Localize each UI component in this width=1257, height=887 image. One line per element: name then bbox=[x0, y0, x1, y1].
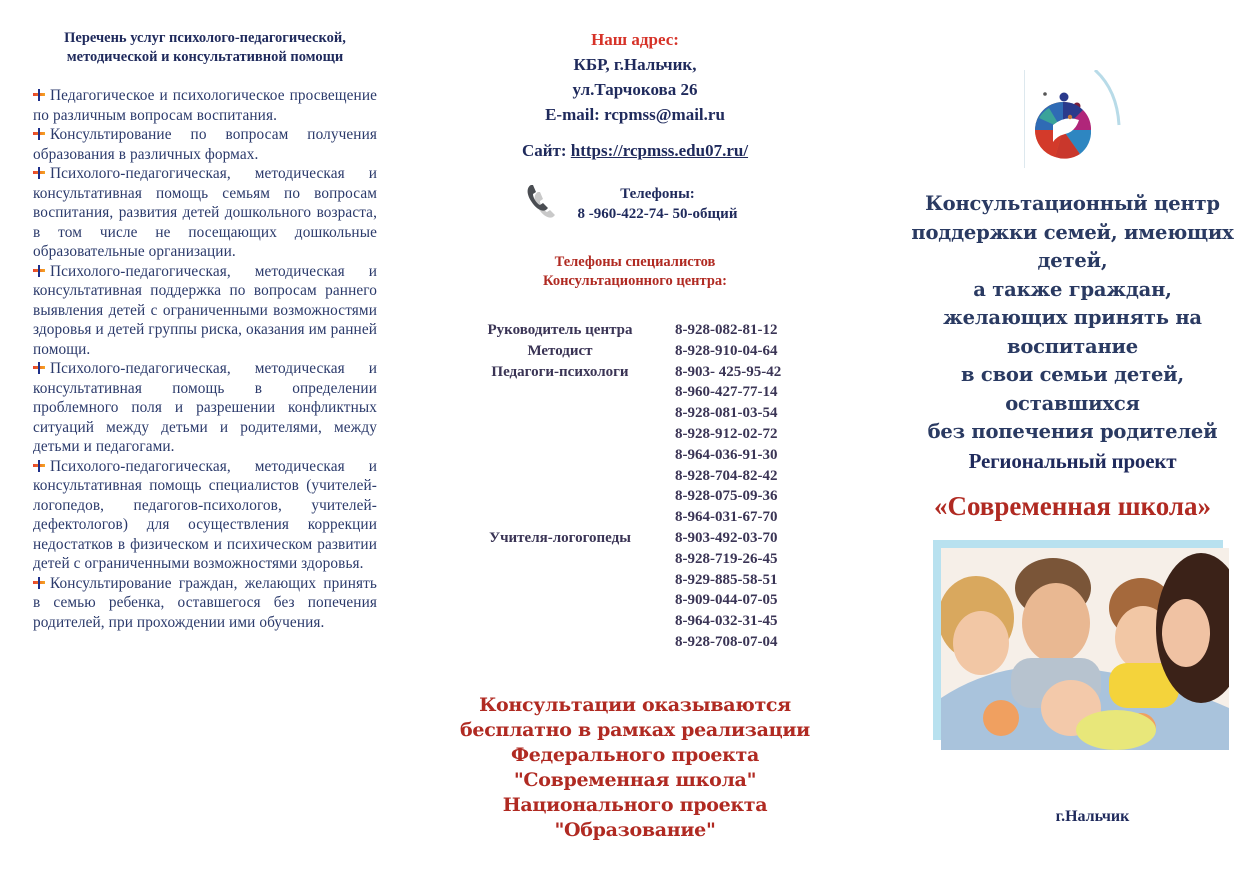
specialists-title-line: Телефоны специалистов bbox=[554, 254, 716, 270]
specialist-row bbox=[455, 424, 815, 445]
service-item bbox=[33, 86, 377, 125]
site-line bbox=[455, 139, 815, 163]
specialist-phone: 8-929-885-58-51 bbox=[675, 571, 778, 588]
specialist-row bbox=[455, 466, 815, 487]
site-label: Сайт: bbox=[521, 141, 571, 160]
service-text: Консультирование граждан, желающих принять в семью ребенка, оставшегося без попечения родителей, при прохождении ими обучения. bbox=[33, 574, 377, 631]
project-name: «Современная школа» bbox=[933, 491, 1212, 521]
service-text: Психолого-педагогическая, методическая и консультативная помощь в определении проблемного поля и разрешении конфликтных ситуаций между детьми и родителями, между детьми и педагогами. bbox=[33, 360, 377, 455]
pushpin-cross-icon bbox=[33, 265, 45, 277]
family-photo-illustration bbox=[941, 548, 1229, 750]
specialist-role: Методист bbox=[527, 342, 593, 359]
center-title-line: Консультационный центр bbox=[925, 192, 1220, 215]
general-phone-block bbox=[455, 179, 815, 231]
center-title-line: поддержки семей, имеющих bbox=[911, 220, 1234, 244]
specialist-role bbox=[455, 570, 665, 591]
center-title-line: оставшихся bbox=[1005, 391, 1140, 415]
address-label: Наш адрес: bbox=[591, 30, 679, 49]
service-item bbox=[33, 164, 377, 262]
free-note-line: "Современная школа" bbox=[513, 768, 757, 791]
pushpin-cross-icon bbox=[33, 89, 45, 101]
specialist-role bbox=[455, 611, 665, 632]
free-note-line: бесплатно в рамках реализации bbox=[460, 718, 810, 741]
logo bbox=[1024, 70, 1121, 168]
specialist-row bbox=[455, 549, 815, 570]
service-item bbox=[33, 574, 377, 633]
free-note-line: "Образование" bbox=[554, 818, 716, 841]
city-label: г.Нальчик bbox=[1055, 808, 1130, 825]
specialist-phone: 8-964-031-67-70 bbox=[675, 509, 778, 526]
center-title-line: воспитание bbox=[1006, 334, 1139, 358]
specialists-table bbox=[455, 320, 815, 653]
specialist-phone: 8-928-082-81-12 bbox=[675, 322, 778, 338]
cover-panel bbox=[900, 0, 1245, 887]
email-line: E-mail: rcpmss@mail.ru bbox=[545, 105, 725, 124]
specialist-phone: 8-960-427-77-14 bbox=[675, 384, 778, 401]
pushpin-cross-icon bbox=[33, 167, 45, 179]
center-title-line: желающих принять на bbox=[943, 306, 1202, 329]
specialist-phone: 8-903-492-03-70 bbox=[675, 529, 778, 546]
specialists-title bbox=[455, 253, 815, 291]
pushpin-cross-icon bbox=[33, 577, 45, 589]
service-text: Педагогическое и психологическое просвещение по различным вопросам воспитания. bbox=[33, 87, 377, 124]
center-title-line: без попечения родителей bbox=[927, 420, 1218, 443]
center-title bbox=[900, 190, 1245, 475]
specialist-row bbox=[455, 341, 815, 362]
address-city: КБР, г.Нальчик, bbox=[573, 55, 697, 74]
service-item bbox=[33, 262, 377, 360]
specialist-phone: 8-928-704-82-42 bbox=[675, 467, 778, 484]
specialist-role bbox=[455, 632, 665, 653]
specialist-row bbox=[455, 445, 815, 466]
specialist-row bbox=[455, 590, 815, 611]
specialist-role bbox=[455, 549, 665, 570]
service-text: Психолого-педагогическая, методическая и консультативная поддержка по вопросам раннего выявления детей с ограниченными возможностями здоровья и детей группы риска, оказания им ранней помощи. bbox=[33, 262, 377, 358]
family-with-baby-photo bbox=[941, 548, 1229, 750]
specialist-role bbox=[455, 445, 665, 466]
services-list bbox=[33, 86, 377, 632]
specialist-row bbox=[455, 528, 815, 549]
specialist-row bbox=[455, 570, 815, 591]
specialist-row bbox=[455, 403, 815, 424]
specialist-role: Учителя-логогопеды bbox=[489, 529, 631, 546]
specialists-title-line: Консультационного центра: bbox=[543, 273, 727, 289]
specialist-role bbox=[455, 590, 665, 611]
specialist-row bbox=[455, 611, 815, 632]
specialist-phone: 8-964-036-91-30 bbox=[675, 446, 778, 463]
services-panel bbox=[33, 0, 377, 632]
specialist-row bbox=[455, 486, 815, 507]
pushpin-cross-icon bbox=[33, 362, 45, 374]
specialist-phone: 8-903- 425-95-42 bbox=[675, 363, 782, 380]
specialist-row bbox=[455, 382, 815, 403]
specialist-role bbox=[455, 403, 665, 424]
specialist-role bbox=[455, 486, 665, 507]
center-title-line: в свои семьи детей, bbox=[960, 363, 1185, 386]
free-note-line: Консультации оказываются bbox=[479, 693, 791, 716]
specialist-phone: 8-928-075-09-36 bbox=[675, 488, 778, 505]
service-text: Психолого-педагогическая, методическая и консультативная помощь специалистов (учителей-логопедов, педагогов-психологов, учителей-дефектологов) для осуществления коррекции недостатков в физическом и психическом развитии детей с ограниченными возможностями здоровья. bbox=[33, 457, 377, 572]
specialist-role: Педагоги-психологи bbox=[491, 363, 629, 380]
services-title-line: Перечень услуг психолого-педагогической, bbox=[64, 30, 346, 46]
specialist-row bbox=[455, 320, 815, 341]
free-note-line: Национального проекта bbox=[502, 793, 768, 816]
pushpin-cross-icon bbox=[33, 460, 45, 472]
specialist-phone: 8-928-708-07-04 bbox=[675, 633, 778, 650]
specialist-phone: 8-964-032-31-45 bbox=[675, 613, 778, 630]
center-title-line: детей, bbox=[1037, 249, 1108, 272]
region-project-label: Региональный проект bbox=[968, 448, 1177, 473]
specialist-row bbox=[455, 507, 815, 528]
service-item bbox=[33, 457, 377, 574]
specialist-phone: 8-928-912-02-72 bbox=[675, 425, 778, 442]
family-photo-frame bbox=[933, 540, 1228, 750]
specialist-phone: 8-928-910-04-64 bbox=[675, 342, 778, 359]
services-title-line: методической и консультативной помощи bbox=[66, 49, 344, 65]
center-logo-icon bbox=[1025, 70, 1121, 168]
services-title bbox=[33, 29, 377, 67]
service-text: Психолого-педагогическая, методическая и консультативная помощь семьям по вопросам воспитания, развития детей дошкольного возраста, в том числе не посещающих дошкольные образовательные организации. bbox=[33, 165, 377, 260]
address-street: ул.Тарчокова 26 bbox=[572, 80, 698, 99]
specialist-role: Руководитель центра bbox=[487, 322, 633, 338]
specialist-phone: 8-909-044-07-05 bbox=[675, 592, 778, 609]
specialist-row bbox=[455, 362, 815, 383]
specialist-role bbox=[455, 507, 665, 528]
specialist-role bbox=[455, 424, 665, 445]
specialist-phone: 8-928-081-03-54 bbox=[675, 405, 778, 422]
specialist-row bbox=[455, 632, 815, 653]
pushpin-cross-icon bbox=[33, 128, 45, 140]
specialist-role bbox=[455, 466, 665, 487]
free-note-line: Федерального проекта bbox=[510, 743, 760, 766]
general-phone: 8 -960-422-74- 50-общий bbox=[577, 206, 738, 222]
service-item bbox=[33, 359, 377, 457]
contacts-panel bbox=[455, 0, 815, 843]
center-title-line: а также граждан, bbox=[973, 277, 1172, 301]
site-link[interactable]: https://rcpmss.edu07.ru/ bbox=[570, 141, 749, 160]
phones-title: Телефоны: bbox=[620, 186, 695, 202]
service-text: Консультирование по вопросам получения образования в различных формах. bbox=[33, 126, 377, 163]
specialist-phone: 8-928-719-26-45 bbox=[675, 550, 778, 567]
free-consultation-note bbox=[455, 693, 815, 843]
specialist-role bbox=[455, 382, 665, 403]
service-item bbox=[33, 125, 377, 164]
